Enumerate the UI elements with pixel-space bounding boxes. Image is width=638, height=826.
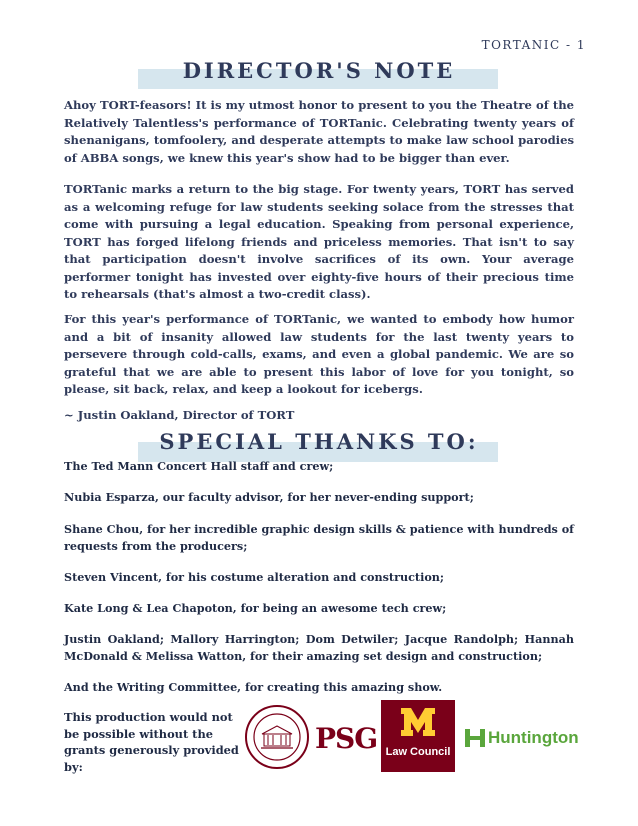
thanks-item: Kate Long & Lea Chapoton, for being an awesome tech crew; <box>64 601 447 615</box>
thanks-item: Nubia Esparza, our faculty advisor, for her never-ending support; <box>64 490 474 504</box>
huntington-label: Huntington <box>488 728 579 747</box>
thanks-item: Justin Oakland; Mallory Harrington; Dom Detwiler; Jacque Randolph; Hannah McDonald & Melissa Watton, for their amazing set design and construction; <box>64 632 574 663</box>
block-m-icon <box>381 700 455 744</box>
grants-intro: This production would not be possible without the grants generously provided by: <box>64 710 239 774</box>
thanks-item: Steven Vincent, for his costume alteration and construction; <box>64 570 445 584</box>
huntington-mark-icon <box>464 727 486 749</box>
thanks-item: Shane Chou, for her incredible graphic design skills & patience with hundreds of requests from the producers; <box>64 522 574 553</box>
thanks-item: The Ted Mann Concert Hall staff and crew; <box>64 459 334 473</box>
director-signature: ~ Justin Oakland, Director of TORT <box>64 408 295 422</box>
psg-logo: PSG <box>315 722 378 755</box>
note-paragraph-1: Ahoy TORT-feasors! It is my utmost honor to present to you the Theatre of the Relatively Talentless's performance of TORTanic. Celebrating twenty years of shenanigans, tomfoolery, and desperate attempts to make law school parodies of ABBA songs, we knew this year's show had to be bigger than ever. <box>64 98 574 165</box>
thanks-item: And the Writing Committee, for creating this amazing show. <box>64 680 443 694</box>
note-paragraph-2: TORTanic marks a return to the big stage. For twenty years, TORT has served as a welcoming refuge for law students seeking solace from the stresses that come with pursuing a legal education. Speaking from personal experience, TORT has forged lifelong friends and priceless memories. That isn't to say that participation doesn't involve sacrifices of its own. Your average performer tonight has invested over eighty-five hours of their precious time to rehearsals (that's almost a two-credit class). <box>64 182 574 301</box>
university-seal-logo <box>244 704 310 770</box>
note-paragraph-3: For this year's performance of TORTanic, we wanted to embody how humor and a bit of insanity allowed law students for the last twenty years to persevere through cold-calls, exams, and even a global pandemic. We are so grateful that we are able to present this labor of love for you tonight, so please, sit back, relax, and keep a lookout for icebergs. <box>64 312 574 396</box>
law-council-label: Law Council <box>385 746 451 758</box>
law-council-logo <box>381 700 455 772</box>
directors-note-title: DIRECTOR'S NOTE <box>182 58 456 83</box>
special-thanks-title: SPECIAL THANKS TO: <box>159 429 479 454</box>
page-header: TORTANIC - 1 <box>481 38 586 52</box>
huntington-logo <box>464 727 579 749</box>
